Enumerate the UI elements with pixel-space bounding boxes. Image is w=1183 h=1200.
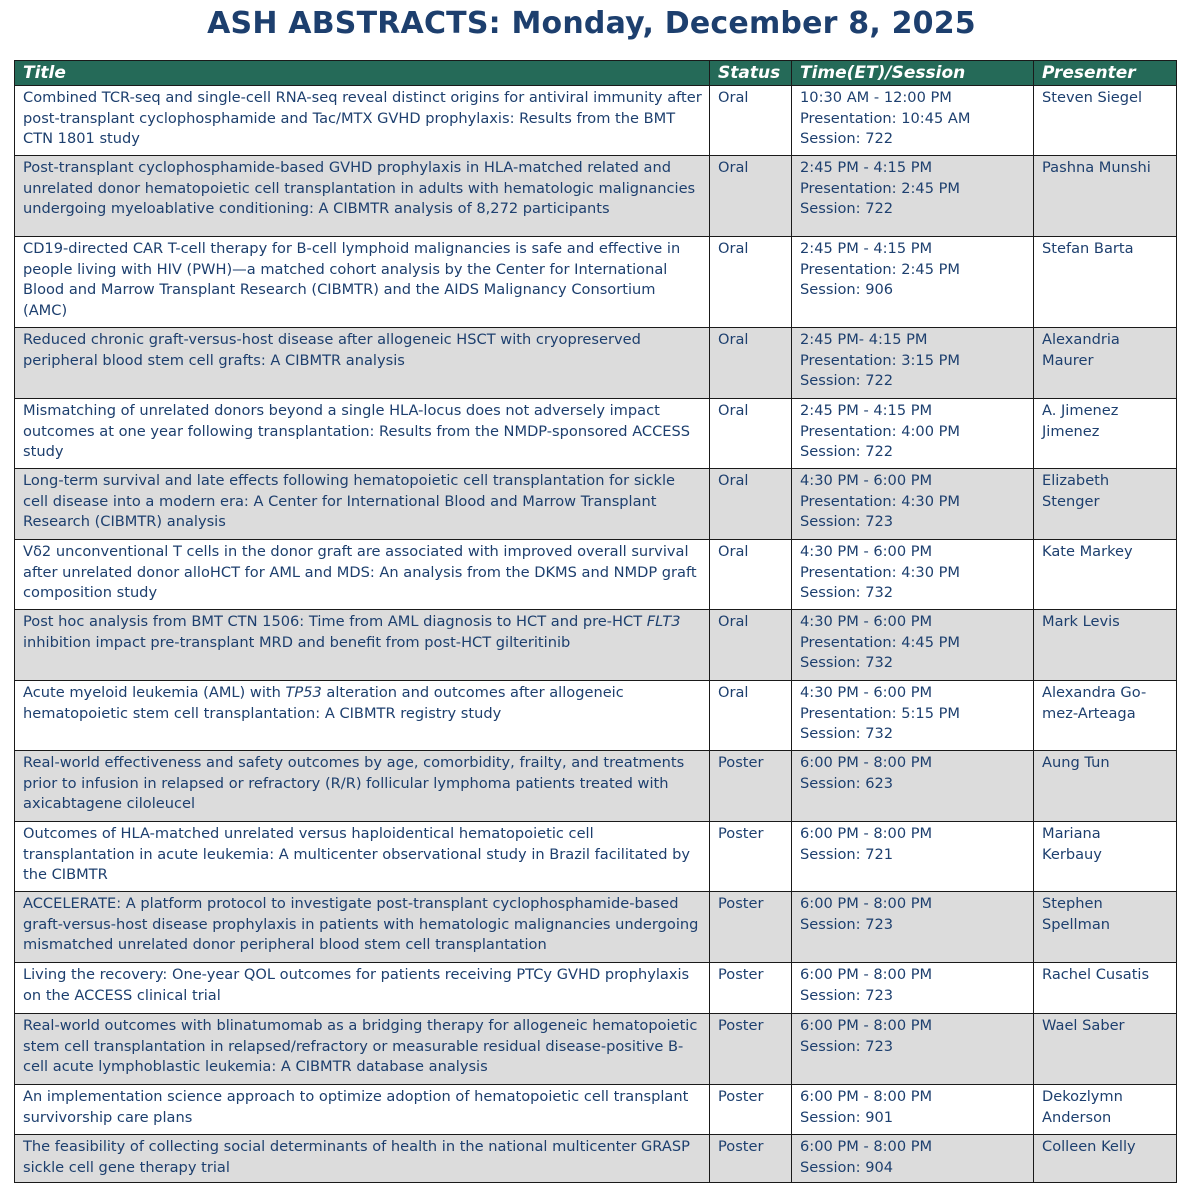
abstract-title-cell: Long-term survival and late effects following hematopoietic cell transplantation for sickle cell disease into a modern era: A Center for International Blood and Marrow Transplant Research (CIBMTR) analysis bbox=[15, 469, 710, 540]
time-session-cell bbox=[792, 610, 1034, 681]
status-cell: Poster bbox=[710, 892, 792, 963]
column-header-status: Status bbox=[710, 61, 792, 86]
session-number: Session: 732 bbox=[800, 725, 894, 743]
presenter-cell: Alexandria Maurer bbox=[1034, 328, 1177, 399]
time-range: 4:30 PM - 6:00 PM bbox=[800, 684, 933, 701]
presenter-cell: Pashna Munshi bbox=[1034, 156, 1177, 237]
presenter-cell: Colleen Kelly bbox=[1034, 1135, 1177, 1183]
abstract-title-cell: Reduced chronic graft-versus-host disease after allogeneic HSCT with cryopreserved peripheral blood stem cell grafts: A CIBMTR analysis bbox=[15, 328, 710, 399]
abstracts-table bbox=[14, 60, 1177, 1183]
status-cell: Poster bbox=[710, 1085, 792, 1135]
time-session-cell bbox=[792, 1085, 1034, 1135]
session-number: Session: 904 bbox=[800, 1158, 894, 1176]
session-number: Session: 732 bbox=[800, 654, 894, 672]
table-row bbox=[15, 540, 1177, 610]
abstract-title-cell bbox=[15, 681, 710, 751]
session-number: Session: 906 bbox=[800, 281, 894, 299]
presentation-time: Presentation: 3:15 PM bbox=[800, 351, 961, 369]
table-row bbox=[15, 1085, 1177, 1135]
session-number: Session: 901 bbox=[800, 1108, 894, 1126]
table-row bbox=[15, 86, 1177, 156]
presenter-cell: Kate Markey bbox=[1034, 540, 1177, 610]
abstract-title-text: Acute myeloid leukemia (AML) with bbox=[23, 684, 286, 701]
session-number: Session: 722 bbox=[800, 200, 894, 218]
time-session-cell bbox=[792, 156, 1034, 237]
time-session-cell bbox=[792, 1135, 1034, 1183]
status-cell: Oral bbox=[710, 328, 792, 399]
table-row bbox=[15, 1135, 1177, 1183]
time-session-cell bbox=[792, 681, 1034, 751]
table-row bbox=[15, 892, 1177, 963]
abstract-title-cell: Real-world outcomes with blinatumomab as a bridging therapy for allogeneic hematopoietic stem cell transplantation in relapsed/refractory or measurable residual disease-positive B-cell acute lymphoblastic leukemia: A CIBMTR database analysis bbox=[15, 1014, 710, 1085]
presentation-time: Presentation: 2:45 PM bbox=[800, 179, 961, 197]
abstract-title-cell bbox=[15, 610, 710, 681]
time-range: 4:30 PM - 6:00 PM bbox=[800, 472, 933, 489]
column-header-title: Title bbox=[15, 61, 710, 86]
time-session-cell bbox=[792, 1014, 1034, 1085]
abstract-title-cell: ACCELERATE: A platform protocol to investigate post-transplant cyclophosphamide-based graft-versus-host disease prophylaxis in patients with hematologic malignancies undergoing mismatched unrelated donor peripheral blood stem cell transplantation bbox=[15, 892, 710, 963]
presenter-cell: Elizabeth Stenger bbox=[1034, 469, 1177, 540]
presenter-cell: Dekozlymn Anderson bbox=[1034, 1085, 1177, 1135]
session-number: Session: 732 bbox=[800, 584, 894, 602]
table-row bbox=[15, 237, 1177, 328]
column-header-time: Time(ET)/Session bbox=[792, 61, 1034, 86]
time-session-cell bbox=[792, 751, 1034, 822]
time-session-cell bbox=[792, 328, 1034, 399]
presentation-time: Presentation: 4:30 PM bbox=[800, 492, 961, 510]
abstract-title-cell: Outcomes of HLA-matched unrelated versus haploidentical hematopoietic cell transplantation in acute leukemia: A multicenter observational study in Brazil facilitated by the CIBMTR bbox=[15, 822, 710, 892]
session-number: Session: 721 bbox=[800, 845, 894, 863]
time-range: 2:45 PM - 4:15 PM bbox=[800, 240, 933, 257]
status-cell: Oral bbox=[710, 86, 792, 156]
presenter-cell: Alexandra Go- mez-Arteaga bbox=[1034, 681, 1177, 751]
table-row bbox=[15, 751, 1177, 822]
time-session-cell bbox=[792, 237, 1034, 328]
status-cell: Oral bbox=[710, 540, 792, 610]
time-session-cell bbox=[792, 469, 1034, 540]
presenter-cell: Rachel Cusatis bbox=[1034, 963, 1177, 1014]
session-number: Session: 722 bbox=[800, 372, 894, 390]
abstract-title-cell: Living the recovery: One-year QOL outcomes for patients receiving PTCy GVHD prophylaxis on the ACCESS clinical trial bbox=[15, 963, 710, 1014]
gene-name-italic: FLT3 bbox=[646, 613, 681, 630]
abstract-title-cell: Post-transplant cyclophosphamide-based GVHD prophylaxis in HLA-matched related and unrelated donor hematopoietic cell transplantation in adults with hematologic malignancies undergoing myeloablative conditioning: A CIBMTR analysis of 8,272 participants bbox=[15, 156, 710, 237]
time-range: 6:00 PM - 8:00 PM bbox=[800, 1138, 933, 1155]
session-number: Session: 723 bbox=[800, 513, 894, 531]
time-range: 6:00 PM - 8:00 PM bbox=[800, 1088, 933, 1105]
status-cell: Oral bbox=[710, 399, 792, 469]
presenter-cell: Stefan Barta bbox=[1034, 237, 1177, 328]
abstract-title-cell: The feasibility of collecting social determinants of health in the national multicenter GRASP sickle cell gene therapy trial bbox=[15, 1135, 710, 1183]
table-row bbox=[15, 469, 1177, 540]
table-row bbox=[15, 399, 1177, 469]
time-session-cell bbox=[792, 963, 1034, 1014]
table-row bbox=[15, 610, 1177, 681]
time-session-cell bbox=[792, 822, 1034, 892]
time-range: 6:00 PM - 8:00 PM bbox=[800, 754, 933, 771]
table-row bbox=[15, 822, 1177, 892]
abstract-title-cell: An implementation science approach to optimize adoption of hematopoietic cell transplant survivorship care plans bbox=[15, 1085, 710, 1135]
presenter-cell: Mark Levis bbox=[1034, 610, 1177, 681]
presentation-time: Presentation: 10:45 AM bbox=[800, 109, 971, 127]
presenter-cell: Mariana Kerbauy bbox=[1034, 822, 1177, 892]
time-range: 4:30 PM - 6:00 PM bbox=[800, 543, 933, 560]
presenter-cell: Stephen Spellman bbox=[1034, 892, 1177, 963]
presentation-time: Presentation: 4:00 PM bbox=[800, 422, 961, 440]
status-cell: Poster bbox=[710, 1135, 792, 1183]
abstract-title-cell: Mismatching of unrelated donors beyond a single HLA-locus does not adversely impact outcomes at one year following transplantation: Results from the NMDP-sponsored ACCESS study bbox=[15, 399, 710, 469]
abstract-title-cell: Combined TCR-seq and single-cell RNA-seq reveal distinct origins for antiviral immunity after post-transplant cyclophosphamide and Tac/MTX GVHD prophylaxis: Results from the BMT CTN 1801 study bbox=[15, 86, 710, 156]
time-session-cell bbox=[792, 892, 1034, 963]
column-header-presenter: Presenter bbox=[1034, 61, 1177, 86]
time-range: 6:00 PM - 8:00 PM bbox=[800, 966, 933, 983]
status-cell: Oral bbox=[710, 156, 792, 237]
table-row bbox=[15, 681, 1177, 751]
table-header-row bbox=[15, 61, 1177, 86]
session-number: Session: 722 bbox=[800, 130, 894, 148]
time-range: 10:30 AM - 12:00 PM bbox=[800, 89, 952, 106]
table-row bbox=[15, 1014, 1177, 1085]
session-number: Session: 722 bbox=[800, 443, 894, 461]
abstract-title-text: Post hoc analysis from BMT CTN 1506: Time from AML diagnosis to HCT and pre-HCT bbox=[23, 613, 647, 630]
status-cell: Poster bbox=[710, 822, 792, 892]
table-row bbox=[15, 963, 1177, 1014]
abstract-title-cell: Real-world effectiveness and safety outcomes by age, comorbidity, frailty, and treatments prior to infusion in relapsed or refractory (R/R) follicular lymphoma patients treated with axicabtagene ciloleucel bbox=[15, 751, 710, 822]
status-cell: Oral bbox=[710, 469, 792, 540]
presentation-time: Presentation: 2:45 PM bbox=[800, 260, 961, 278]
session-number: Session: 723 bbox=[800, 915, 894, 933]
presenter-cell: A. Jimenez Jimenez bbox=[1034, 399, 1177, 469]
time-range: 6:00 PM - 8:00 PM bbox=[800, 1017, 933, 1034]
time-range: 2:45 PM - 4:15 PM bbox=[800, 402, 933, 419]
status-cell: Oral bbox=[710, 610, 792, 681]
page-title: ASH ABSTRACTS: Monday, December 8, 2025 bbox=[207, 6, 976, 41]
abstract-title-text: alteration and outcomes after allogeneic hematopoietic stem cell transplantation: A CIBMTR registry study bbox=[23, 684, 624, 722]
time-range: 4:30 PM - 6:00 PM bbox=[800, 613, 933, 630]
time-range: 2:45 PM- 4:15 PM bbox=[800, 331, 928, 348]
status-cell: Poster bbox=[710, 1014, 792, 1085]
time-range: 6:00 PM - 8:00 PM bbox=[800, 895, 933, 912]
time-session-cell bbox=[792, 399, 1034, 469]
presenter-cell: Wael Saber bbox=[1034, 1014, 1177, 1085]
presentation-time: Presentation: 4:45 PM bbox=[800, 633, 961, 651]
status-cell: Oral bbox=[710, 237, 792, 328]
time-session-cell bbox=[792, 540, 1034, 610]
presentation-time: Presentation: 5:15 PM bbox=[800, 704, 961, 722]
abstract-title-cell: Vδ2 unconventional T cells in the donor graft are associated with improved overall survival after unrelated donor alloHCT for AML and MDS: An analysis from the DKMS and NMDP graft composition study bbox=[15, 540, 710, 610]
session-number: Session: 723 bbox=[800, 986, 894, 1004]
time-range: 6:00 PM - 8:00 PM bbox=[800, 825, 933, 842]
status-cell: Oral bbox=[710, 681, 792, 751]
table-row bbox=[15, 328, 1177, 399]
abstract-title-text: inhibition impact pre-transplant MRD and benefit from post-HCT gilteritinib bbox=[23, 633, 571, 651]
session-number: Session: 623 bbox=[800, 774, 894, 792]
time-session-cell bbox=[792, 86, 1034, 156]
presenter-cell: Steven Siegel bbox=[1034, 86, 1177, 156]
status-cell: Poster bbox=[710, 963, 792, 1014]
presenter-cell: Aung Tun bbox=[1034, 751, 1177, 822]
gene-name-italic: TP53 bbox=[285, 684, 322, 701]
table-row bbox=[15, 156, 1177, 237]
abstract-title-cell: CD19-directed CAR T-cell therapy for B-cell lymphoid malignancies is safe and effective in people living with HIV (PWH)—a matched cohort analysis by the Center for International Blood and Marrow Transplant Research (CIBMTR) and the AIDS Malignancy Consortium (AMC) bbox=[15, 237, 710, 328]
presentation-time: Presentation: 4:30 PM bbox=[800, 563, 961, 581]
session-number: Session: 723 bbox=[800, 1037, 894, 1055]
time-range: 2:45 PM - 4:15 PM bbox=[800, 159, 933, 176]
status-cell: Poster bbox=[710, 751, 792, 822]
